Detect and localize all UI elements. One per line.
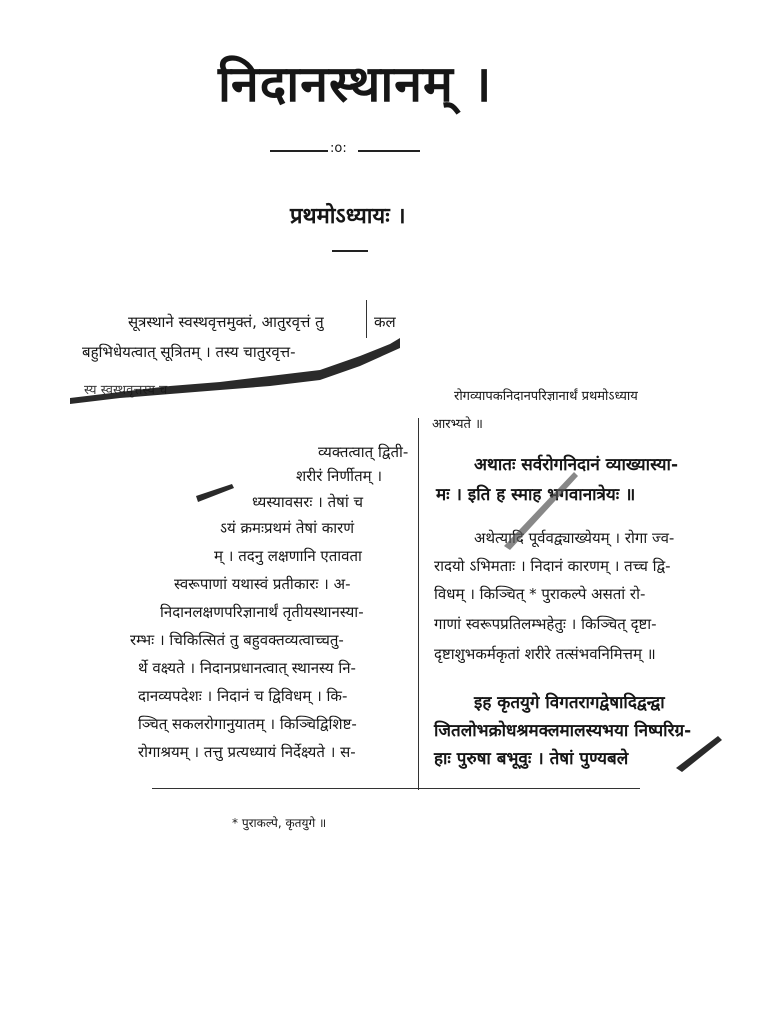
left-line: स्वरूपाणां यथास्वं प्रतीकारः । अ- [174, 575, 351, 593]
right-intro-line: रोगव्यापकनिदानपरिज्ञानार्थं प्रथमोऽध्याय [454, 389, 638, 404]
fragment-line: बहुभिधेयत्वात् सूत्रितम् । तस्य चातुरवृत्त- [82, 343, 296, 361]
main-text-line: हाः पुरुषा बभूवुः । तेषां पुण्यबले [434, 749, 629, 769]
fragment-line: स्य स्वस्थवृत्तस्य च [84, 383, 168, 398]
left-line: र्थे वक्ष्यते । निदानप्रधानत्वात् स्थानस्य नि- [138, 659, 356, 677]
left-line: शरीरं निर्णीतम् । [296, 467, 383, 485]
page-title: निदानस्थानम् । [218, 55, 493, 113]
left-line: ऽयं क्रमःप्रथमं तेषां कारणं [220, 519, 355, 537]
sutra-line: अथातः सर्वरोगनिदानं व्याख्यास्या- [474, 455, 679, 475]
fragment-divider [366, 300, 367, 338]
torn-mark [196, 478, 236, 518]
commentary-line: दृष्टाशुभकर्मकृतां शरीरे तत्संभवनिमित्तम् ॥ [434, 645, 656, 663]
left-line: ञ्चित् सकलरोगानुयातम् । किञ्चिद्विशिष्ट- [138, 715, 357, 733]
commentary-line: विधम् । किञ्चित् * पुराकल्पे असतां रो- [434, 585, 646, 603]
torn-mark [490, 470, 580, 560]
torn-mark [676, 736, 726, 776]
main-text-line: इह कृतयुगे विगतरागद्वेषादिद्वन्द्वा [474, 693, 665, 713]
column-divider [418, 418, 419, 790]
left-line: ध्यस्यावसरः । तेषां च [252, 493, 364, 511]
footnote: * पुराकल्पे, कृतयुगे ॥ [232, 816, 327, 830]
sutra-line: मः । इति ह स्माह भगवानात्रेयः ॥ [436, 485, 636, 505]
fragment-side-text: कल [374, 313, 396, 331]
left-line: निदानलक्षणपरिज्ञानार्थं तृतीयस्थानस्या- [160, 603, 364, 621]
commentary-line: रादयो ऽभिमताः । निदानं कारणम् । तच्च द्वि- [434, 557, 671, 575]
commentary-line: अथेत्यादि पूर्ववद्व्याख्येयम् । रोगा ज्व- [474, 529, 675, 547]
ornament-text: :o: [330, 141, 347, 156]
footnote-rule [152, 788, 640, 789]
left-line: रम्भः । चिकित्सितं तु बहुवक्तव्यत्वाच्चतु- [130, 631, 344, 649]
left-line: व्यक्तत्वात् द्विती- [318, 443, 409, 461]
fragment-line: सूत्रस्थाने स्वस्थवृत्तमुक्तं, आतुरवृत्तं तु [128, 313, 324, 331]
left-line: दानव्यपदेशः । निदानं च द्विविधम् । कि- [138, 687, 348, 705]
main-text-line: जितलोभक्रोधश्रमक्लमालस्यभया निष्परिग्र- [434, 721, 692, 741]
chapter-heading: प्रथमोऽध्यायः । [290, 204, 406, 229]
title-ornament [270, 140, 420, 160]
right-intro-line: आरभ्यते ॥ [432, 417, 483, 432]
commentary-line: गाणां स्वरूपप्रतिलम्भहेतुः । किञ्चित् दृष्टा- [434, 615, 657, 633]
left-line: रोगाश्रयम् । तत्तु प्रत्यध्यायं निर्देक्ष्यते । स- [138, 743, 356, 761]
chapter-rule [332, 250, 368, 252]
left-line: म् । तदनु लक्षणानि एतावता [214, 547, 362, 565]
